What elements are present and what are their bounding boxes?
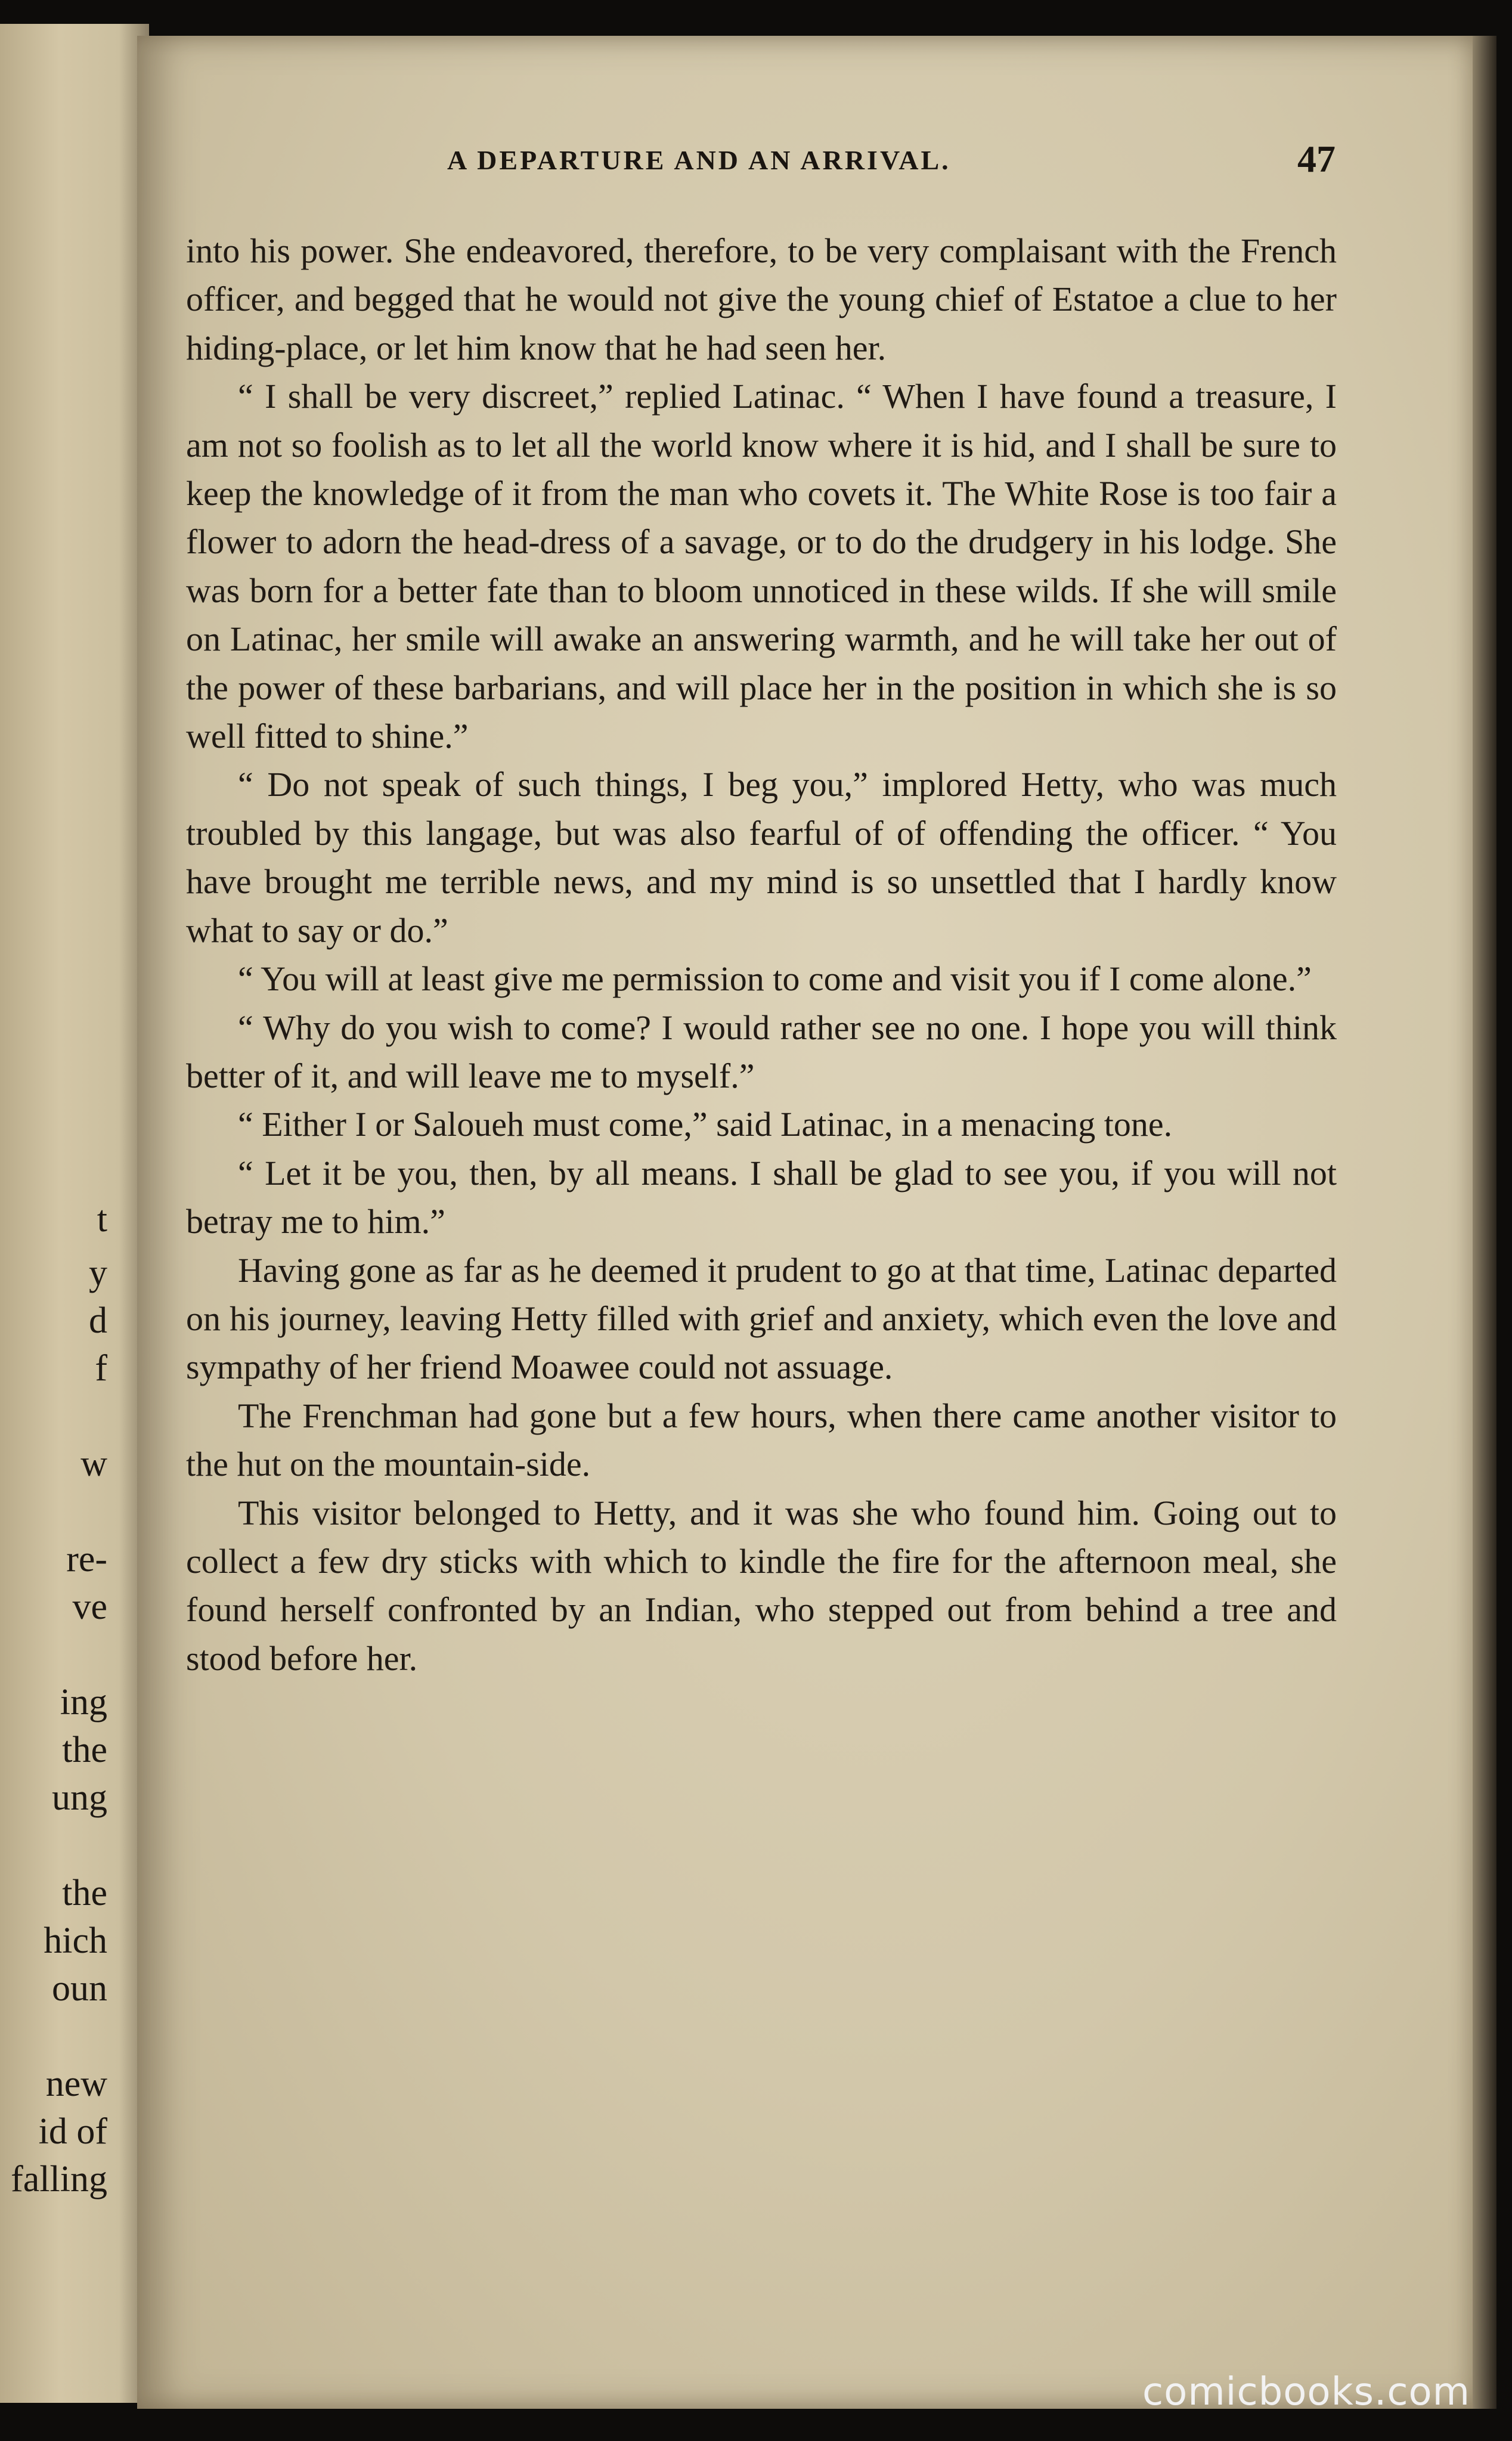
left-fragment: d	[89, 1300, 107, 1341]
paragraph: “ Either I or Saloueh must come,” said Latinac, in a menacing tone.	[238, 1105, 1173, 1144]
running-title: A DEPARTURE AND AN ARRIVAL.	[447, 145, 951, 175]
paragraph: “ Let it be you, then, by all means. I shall be glad to see you, if you will not betray me to him.”	[186, 1153, 1337, 1241]
page-right-edge	[1473, 36, 1496, 2409]
left-fragment: new	[45, 2064, 107, 2104]
body-text	[186, 227, 1337, 1683]
left-fragment: falling	[11, 2159, 107, 2200]
paragraph: “ Why do you wish to come? I would rather see no one. I hope you will think better of it, and will leave me to myself.”	[186, 1008, 1337, 1095]
left-fragment: w	[80, 1443, 107, 1484]
watermark: comicbooks.com	[1142, 2370, 1470, 2414]
left-fragment: the	[62, 1730, 107, 1770]
left-fragment: hich	[44, 1920, 107, 1961]
left-page-edge	[0, 24, 149, 2403]
left-fragment: f	[95, 1348, 107, 1389]
left-fragment: the	[62, 1873, 107, 1913]
paragraph: “ You will at least give me permission to come and visit you if I come alone.”	[238, 959, 1312, 999]
left-fragment: id of	[38, 2111, 107, 2152]
left-fragment: ve	[72, 1587, 107, 1627]
left-fragment: ung	[52, 1777, 107, 1818]
paragraph: The Frenchman had gone but a few hours, when there came another visitor to the hut on the mountain-side.	[186, 1396, 1337, 1484]
paragraph: This visitor belonged to Hetty, and it was she who found him. Going out to collect a few dry sticks with which to kindle the fire for the afternoon meal, she found herself confronted by an Indian, who stepped out from behind a tree and stood before her.	[186, 1493, 1337, 1678]
left-fragment: ing	[60, 1682, 107, 1723]
paragraph: into his power. She endeavored, therefore, to be very complaisant with the French officer, and begged that he would not give the young chief of Estatoe a clue to her hiding-place, or let him know that he had seen her.	[186, 231, 1337, 367]
left-fragment: y	[89, 1253, 107, 1293]
paragraph: Having gone as far as he deemed it prudent to go at that time, Latinac departed on his journey, leaving Hetty filled with grief and anxiety, which even the love and sympathy of her friend Moawee could not assuage.	[186, 1250, 1337, 1387]
left-fragment: oun	[52, 1968, 107, 2009]
left-fragment: t	[97, 1199, 107, 1240]
paragraph: “ Do not speak of such things, I beg you,” implored Hetty, who was much troubled by this langage, but was also fearful of of offending the officer. “ You have brought me terrible news, and my mind is so unsettled that I hardly know what to say or do.”	[186, 765, 1337, 950]
page-number: 47	[1297, 138, 1336, 180]
paragraph: “ I shall be very discreet,” replied Latinac. “ When I have found a treasure, I am not so foolish as to let all the world know where it is hid, and I shall be sure to keep the knowledge of it from the man who covets it. The White Rose is too fair a flower to adorn the head-dress of a savage, or to do the drudgery in his lodge. She was born for a better fate than to bloom unnoticed in these wilds. If she will smile on Latinac, her smile will awake an answering warmth, and he will take her out of the power of these barbarians, and will place her in the position in which she is so well fitted to shine.”	[186, 377, 1337, 756]
page-header	[310, 101, 1336, 180]
left-fragment: re-	[66, 1539, 107, 1579]
